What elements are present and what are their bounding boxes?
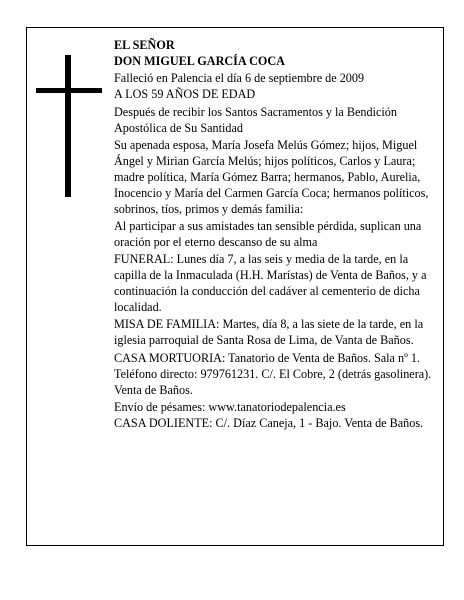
family-mass-text: MISA DE FAMILIA: Martes, día 8, a las siete de la tarde, en la iglesia parroquial de Santa Rosa de Lima, de Vanta de Baños. <box>114 317 424 348</box>
family-text: Su apenada esposa, María Josefa Melús Gómez; hijos, Miguel Ángel y Mirian García Melús; hijos políticos, Carlos y Laura; madre política, María Gómez Barra; hermanos, Pablo, Aurelia, Inocencio y María del Carmen García Coca; hermanos políticos, sobrinos, tíos, primos y demás familia: <box>114 137 429 216</box>
request-text: Al participar a sus amistades tan sensible pérdida, suplican una oración por el eterno descanso de su alma <box>114 218 422 249</box>
cross-horizontal-bar <box>36 88 102 93</box>
sacraments-text: Después de recibir los Santos Sacramentos y la Bendición Apostólica de Su Santidad <box>114 104 397 135</box>
mourning-house-text: CASA DOLIENTE: C/. Díaz Caneja, 1 - Bajo. Venta de Baños. <box>114 415 424 430</box>
age-info: A LOS 59 AÑOS DE EDAD <box>114 87 256 102</box>
cross-icon <box>36 55 102 197</box>
condolences-text: Envío de pésames: www.tanatoriodepalencia.es <box>114 399 346 414</box>
notice-title: EL SEÑOR <box>114 38 175 52</box>
cross-vertical-bar <box>65 55 71 197</box>
funeral-text: FUNERAL: Lunes día 7, a las seis y media de la tarde, en la capilla de la Inmaculada (H.H. Marístas) de Venta de Baños, y a continuación la conducción del cadáver al cementerio de dicha localidad. <box>114 252 427 314</box>
notice-text <box>114 38 440 432</box>
mortuary-text: CASA MORTUORIA: Tanatorio de Venta de Baños. Sala nº 1. Teléfono directo: 979761231. C/. El Cobre, 2 (detrás gasolinera). Venta de Baños. <box>114 350 432 397</box>
death-info: Falleció en Palencia el día 6 de septiembre de 2009 <box>114 71 365 86</box>
deceased-name: DON MIGUEL GARCÍA COCA <box>114 53 285 68</box>
